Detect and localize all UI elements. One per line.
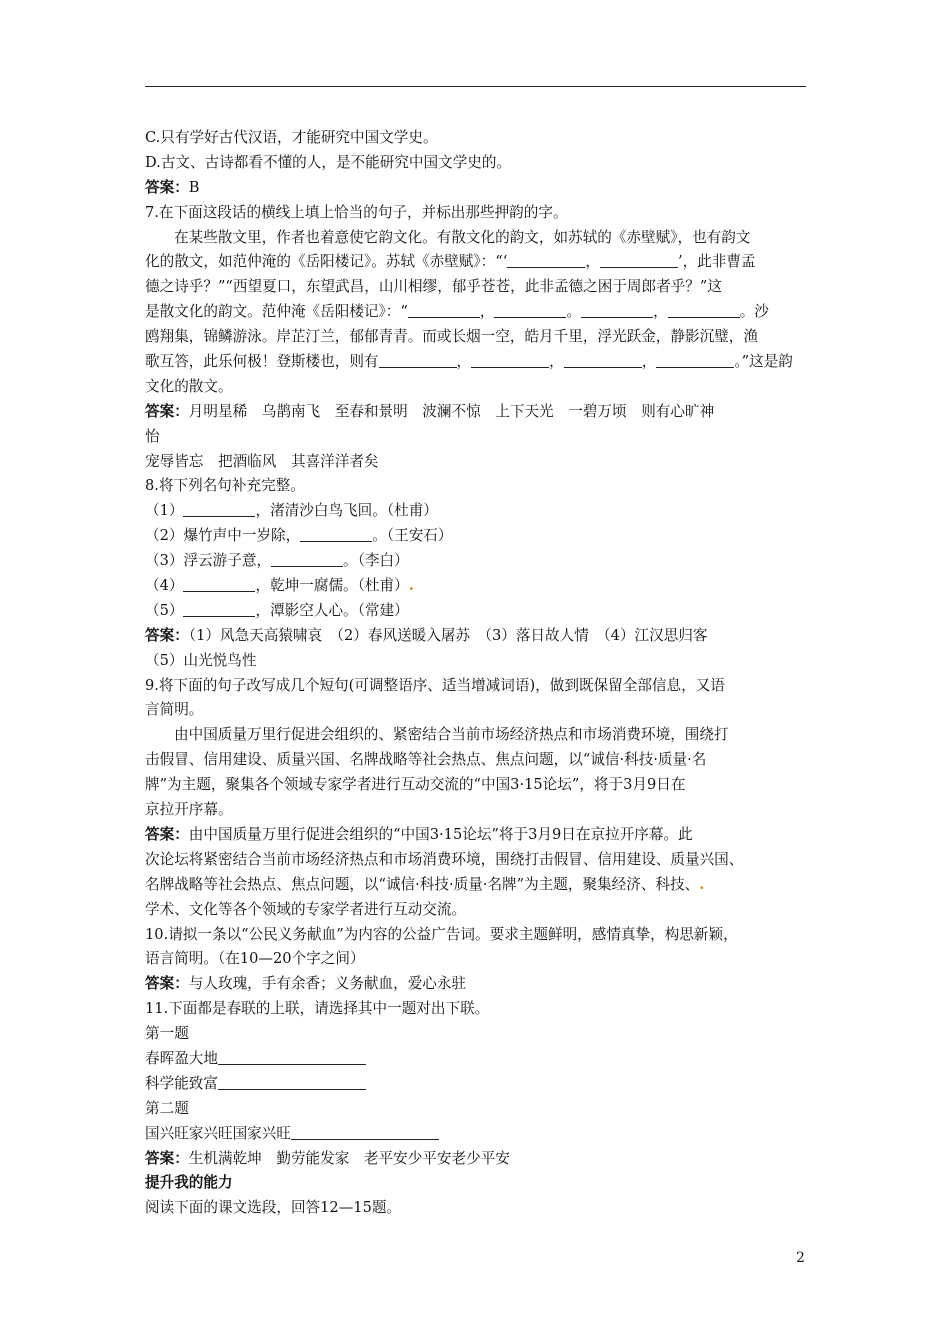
q11-couplet: 国兴旺家兴旺国家兴旺: [145, 1122, 807, 1147]
reading-instruction: 阅读下面的课文选段，回答12—15题。: [145, 1199, 402, 1217]
q7-title: 7.在下面这段话的横线上填上恰当的句子，并标出那些押韵的字。: [145, 203, 568, 221]
answer-text: B: [188, 178, 200, 196]
fill-blank: [600, 253, 678, 268]
page-number: 2: [796, 1250, 805, 1266]
fill-blank: [471, 353, 549, 368]
q9-answer-cont: 名牌战略等社会热点、焦点问题，以“诚信·科技·质量·名牌”为主题，聚集经济、科技、.: [145, 875, 705, 893]
fill-blank: [183, 602, 255, 617]
answer-label: 答案：: [145, 1149, 189, 1167]
fill-blank: [564, 353, 642, 368]
answer-text: 月明星稀 乌鹊南飞 至春和景明 波澜不惊 上下天光 一碧万顷 则有心旷神: [188, 402, 715, 420]
fill-blank: [581, 303, 653, 318]
q8-item: （3）浮云游子意， 。（李白）: [145, 552, 409, 570]
q11-answer: [145, 1147, 807, 1172]
fill-blank: [218, 1075, 366, 1090]
q11-couplet: 科学能致富: [145, 1072, 807, 1097]
q9-answer-cont: 学术、文化等各个领域的专家学者进行互动交流。: [145, 900, 467, 918]
q9-title: 9.将下面的句子改写成几个短句(可调整语序、适当增减词语)，做到既保留全部信息，又语: [145, 676, 725, 694]
q8-item: （4） ，乾坤一腐儒。（杜甫）.: [145, 577, 414, 595]
q6-option-d: D.古文、古诗都看不懂的人，是不能研究中国文学史的。: [145, 153, 512, 171]
fill-blank: [668, 303, 740, 318]
q9-answer: [145, 823, 807, 848]
answer-text: 生机满乾坤 勤劳能发家 老平安少平安老少平安: [188, 1149, 510, 1167]
answer-label: 答案：: [145, 975, 189, 993]
q11-title: 11.下面都是春联的上联，请选择其中一题对出下联。: [145, 1000, 490, 1018]
q11-couplet: 春晖盈大地: [145, 1047, 807, 1072]
q7-answer-cont: 宠辱皆忘 把酒临风 其喜洋洋者矣: [145, 452, 379, 470]
fill-blank: [183, 502, 255, 517]
stray-mark: .: [408, 577, 414, 595]
q10-answer: [145, 972, 807, 997]
q6-option-c: C.只有学好古代汉语，才能研究中国文学史。: [145, 129, 438, 146]
q7-paragraph: 化的散文，如范仲淹的《岳阳楼记》。苏轼《赤壁赋》：“‘ ， ’，此非曹孟: [145, 253, 756, 271]
answer-text: 与人玫瑰，手有余香；义务献血，爱心永驻: [188, 975, 467, 993]
q8-answer: [145, 624, 807, 649]
fill-blank: [656, 353, 734, 368]
answer-label: 答案：: [145, 626, 189, 644]
q8-item: （5） ，潭影空人心。（常建）: [145, 601, 409, 619]
q7-answer-cont: 怡: [145, 427, 160, 445]
q7-paragraph: 德之诗乎？”“西望夏口，东望武昌，山川相缪，郁乎苍苍，此非孟德之困于周郎者乎？”这: [145, 278, 722, 296]
q8-item: （1） ，渚清沙白鸟飞回。（杜甫）: [145, 502, 438, 520]
q7-answer: [145, 400, 807, 425]
answer-label: 答案：: [145, 825, 189, 843]
q9-title-cont: 言简明。: [145, 701, 204, 719]
q7-paragraph: 鸥翔集，锦鳞游泳。岸芷汀兰，郁郁青青。而或长烟一空，皓月千里，浮光跃金，静影沉璧，渔: [145, 328, 758, 346]
header-rule: [145, 86, 806, 87]
q9-paragraph: 由中国质量万里行促进会组织的、紧密结合当前市场经济热点和市场消费环境，围绕打: [174, 726, 729, 744]
q8-answer-cont: （5）山光悦鸟性: [145, 651, 257, 669]
q7-paragraph: 歌互答，此乐何极！登斯楼也，则有 ， ， ， 。”这是韵: [145, 353, 793, 371]
fill-blank: [494, 303, 566, 318]
q9-paragraph: 牌”为主题，聚集各个领域专家学者进行互动交流的“中国3·15论坛”，将于3月9日在: [145, 776, 686, 794]
fill-blank: [218, 1050, 366, 1065]
q6-answer: [145, 176, 807, 201]
q9-paragraph: 击假冒、信用建设、质量兴国、名牌战略等社会热点、焦点问题，以“诚信·科技·质量·名: [145, 751, 707, 769]
page-body: [145, 126, 807, 1221]
section-heading: 提升我的能力: [145, 1174, 233, 1192]
q9-answer-cont: 次论坛将紧密结合当前市场经济热点和市场消费环境，围绕打击假冒、信用建设、质量兴国、: [145, 850, 744, 868]
q7-paragraph: 是散文化的韵文。范仲淹《岳阳楼记》：“ ， 。 ， 。沙: [145, 303, 769, 321]
q7-paragraph: 文化的散文。: [145, 377, 233, 395]
q7-paragraph: 在某些散文里，作者也着意使它韵文化。有散文化的韵文，如苏轼的《赤壁赋》，也有韵文: [174, 228, 751, 246]
fill-blank: [507, 253, 585, 268]
fill-blank: [379, 353, 457, 368]
stray-mark: .: [699, 875, 705, 893]
fill-blank: [300, 527, 372, 542]
fill-blank: [291, 1125, 439, 1140]
fill-blank: [408, 303, 480, 318]
answer-text: （1）风急天高猿啸哀 （2）春风送暖入屠苏 （3）落日故人情 （4）江汉思归客: [188, 626, 708, 644]
answer-text: 由中国质量万里行促进会组织的“中国3·15论坛”将于3月9日在京拉开序幕。此: [188, 825, 693, 843]
q11-subtitle: 第二题: [145, 1099, 189, 1117]
answer-label: 答案：: [145, 402, 189, 420]
answer-label: 答案：: [145, 178, 189, 196]
q8-item: （2）爆竹声中一岁除， 。（王安石）: [145, 527, 453, 545]
fill-blank: [183, 577, 255, 592]
q11-subtitle: 第一题: [145, 1025, 189, 1043]
q9-paragraph: 京拉开序幕。: [145, 801, 233, 819]
q8-title: 8.将下列名句补充完整。: [145, 477, 305, 495]
q10-title-cont: 语言简明。（在10—20个字之间）: [145, 950, 365, 968]
fill-blank: [271, 552, 343, 567]
q10-title: 10.请拟一条以“公民义务献血”为内容的公益广告词。要求主题鲜明，感情真挚，构思新颖，: [145, 925, 738, 943]
